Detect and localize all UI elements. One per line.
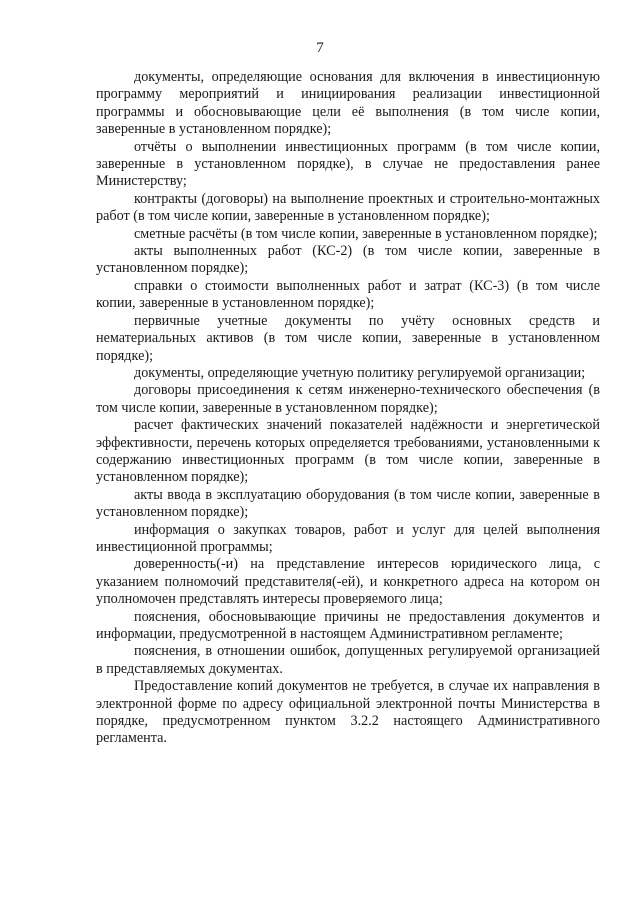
paragraph: расчет фактических значений показателей надёжности и энергетической эффективности, перечень которых определяется требованиями, установленными к содержанию инвестиционных программ (в том числе копии, заверенные в установленном порядке); bbox=[96, 417, 600, 486]
paragraph: пояснения, обосновывающие причины не предоставления документов и информации, предусмотренной в настоящем Административном регламенте; bbox=[96, 608, 600, 642]
paragraph: доверенность(-и) на представление интересов юридического лица, с указанием полномочий представителя(-ей), и конкретного адреса на котором он уполномочен представлять интересы проверяемого лица; bbox=[96, 556, 600, 608]
paragraph: отчёты о выполнении инвестиционных программ (в том числе копии, заверенные в установленном порядке), в случае не предоставления ранее Министерству; bbox=[96, 138, 600, 190]
document-body bbox=[96, 69, 600, 748]
paragraph: документы, определяющие основания для включения в инвестиционную программу мероприятий и инициирования реализации инвестиционной программы и обосновывающие цели её выполнения (в том числе копии, заверенные в установленном порядке); bbox=[96, 69, 600, 138]
paragraph: справки о стоимости выполненных работ и затрат (КС-3) (в том числе копии, заверенные в установленном порядке); bbox=[96, 277, 600, 312]
paragraph: Предоставление копий документов не требуется, в случае их направления в электронной форме по адресу официальной электронной почты Министерства в порядке, предусмотренном пунктом 3.2.2 настоящего Административного регламента. bbox=[96, 678, 600, 747]
paragraph: документы, определяющие учетную политику регулируемой организации; bbox=[134, 364, 586, 381]
paragraph: договоры присоединения к сетям инженерно-технического обеспечения (в том числе копии, заверенные в установленном порядке); bbox=[96, 382, 600, 416]
paragraph: первичные учетные документы по учёту основных средств и нематериальных активов (в том числе копии, заверенные в установленном порядке); bbox=[96, 312, 600, 364]
paragraph: акты выполненных работ (КС-2) (в том числе копии, заверенные в установленном порядке); bbox=[96, 243, 600, 277]
paragraph: контракты (договоры) на выполнение проектных и строительно-монтажных работ (в том числе копии, заверенные в установленном порядке); bbox=[96, 190, 600, 225]
paragraph: информация о закупках товаров, работ и услуг для целей выполнения инвестиционной программы; bbox=[96, 521, 600, 555]
page-number: 7 bbox=[316, 40, 324, 56]
paragraph: сметные расчёты (в том числе копии, заверенные в установленном порядке); bbox=[134, 225, 598, 242]
paragraph: акты ввода в эксплуатацию оборудования (в том числе копии, заверенные в установленном порядке); bbox=[96, 486, 600, 521]
paragraph: пояснения, в отношении ошибок, допущенных регулируемой организацией в представляемых документах. bbox=[96, 643, 600, 677]
